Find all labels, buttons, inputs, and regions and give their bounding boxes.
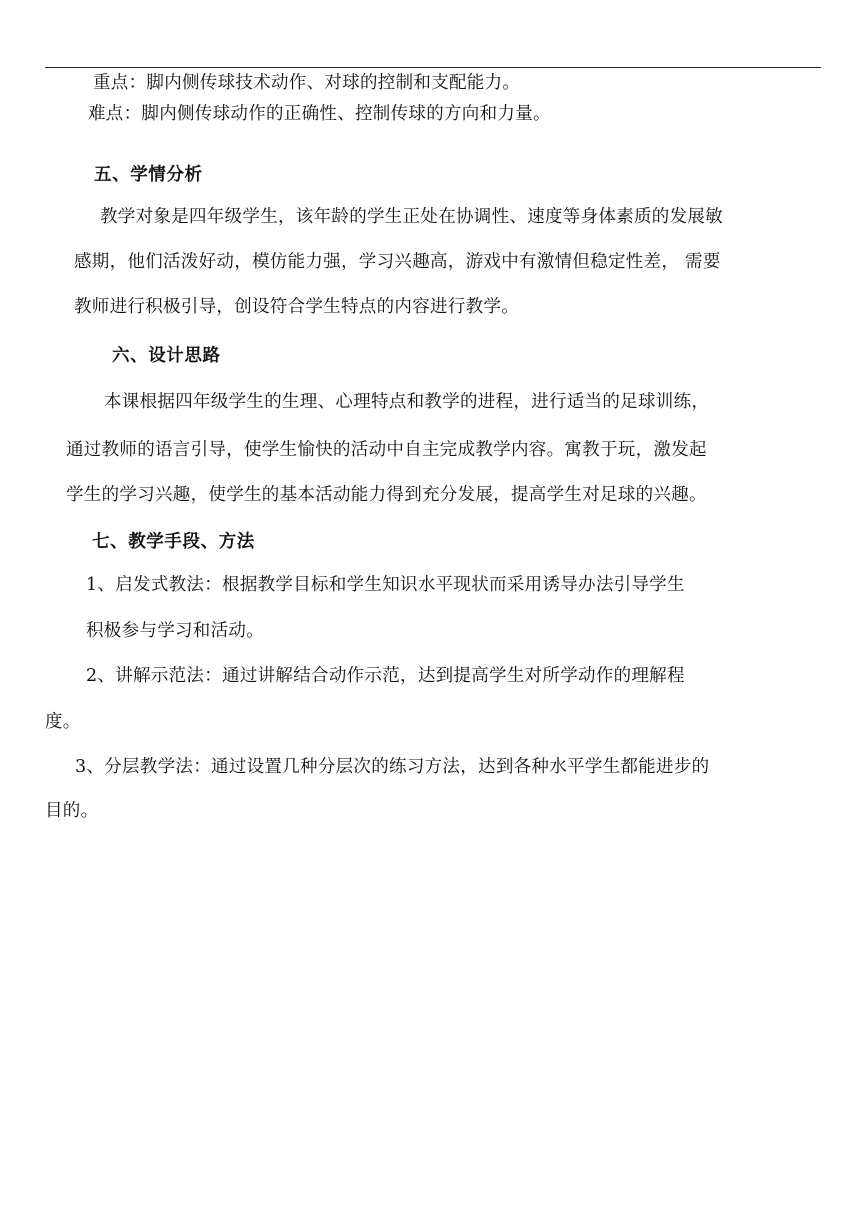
method-line: 目的。 — [45, 801, 99, 821]
paragraph-line: 教师进行积极引导，创设符合学生特点的内容进行教学。 — [74, 297, 519, 317]
method-line: 3、分层教学法：通过设置几种分层次的练习方法，达到各种水平学生都能进步的 — [75, 757, 710, 777]
difficulty-line: 难点：脚内侧传球动作的正确性、控制传球的方向和力量。 — [88, 104, 551, 124]
method-line: 2、讲解示范法：通过讲解结合动作示范，达到提高学生对所学动作的理解程 — [86, 666, 685, 686]
paragraph-line: 通过教师的语言引导，使学生愉快的活动中自主完成教学内容。寓教于玩，激发起 — [66, 440, 707, 460]
section-heading-learning-analysis: 五、学情分析 — [94, 165, 203, 185]
paragraph-line: 感期，他们活泼好动，模仿能力强，学习兴趣高，游戏中有激情但稳定性差， 需要 — [74, 252, 721, 272]
paragraph-line: 学生的学习兴趣，使学生的基本活动能力得到充分发展，提高学生对足球的兴趣。 — [66, 485, 707, 505]
section-heading-methods: 七、教学手段、方法 — [92, 532, 255, 552]
header-rule — [45, 67, 821, 68]
method-line: 积极参与学习和活动。 — [86, 621, 264, 641]
section-heading-design-idea: 六、设计思路 — [112, 346, 221, 366]
focus-line: 重点：脚内侧传球技术动作、对球的控制和支配能力。 — [93, 73, 521, 93]
paragraph-line: 本课根据四年级学生的生理、心理特点和教学的进程，进行适当的足球训练， — [104, 392, 710, 412]
method-line: 度。 — [45, 712, 81, 732]
method-line: 1、启发式教法：根据教学目标和学生知识水平现状而采用诱导办法引导学生 — [86, 575, 685, 595]
paragraph-line: 教学对象是四年级学生，该年龄的学生正处在协调性、速度等身体素质的发展敏 — [100, 207, 723, 227]
